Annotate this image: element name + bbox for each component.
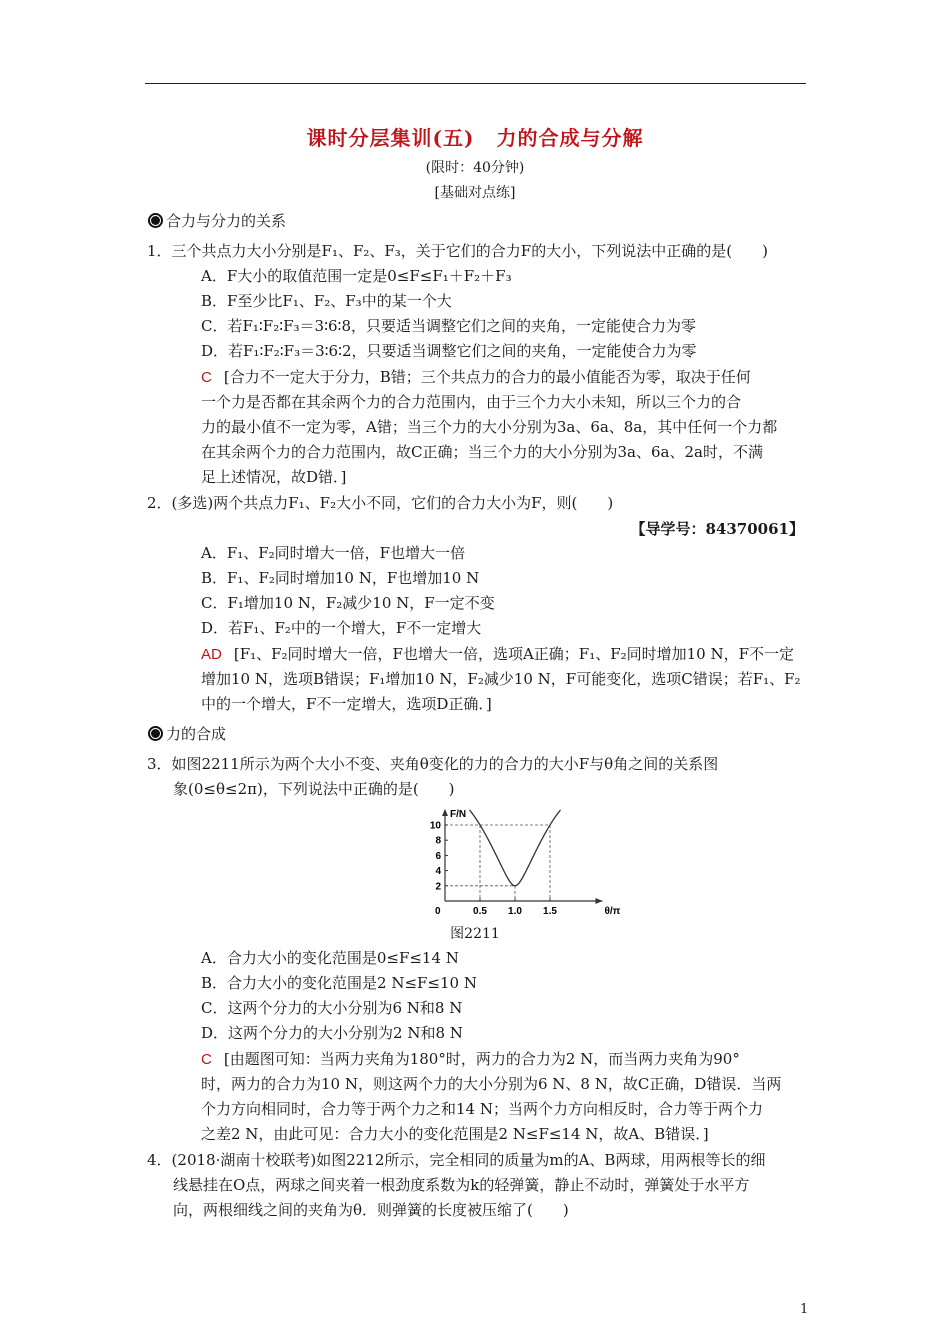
time-limit: (限时：40分钟) [425, 160, 525, 176]
q3-stem-0: 3．如图2211所示为两个大小不变、夹角θ变化的力的合力的大小F与θ角之间的关系图 [147, 755, 719, 773]
q3-option-d: D．这两个分力的大小分别为2 N和8 N [201, 1024, 463, 1042]
section-heading-text: 力的合成 [166, 725, 227, 743]
q2-ref-number: 【导学号：84370061】 [630, 520, 804, 538]
q3-answer: C [201, 1051, 212, 1068]
chart-guides [445, 825, 550, 901]
section-tag: [基础对点练] [434, 185, 516, 201]
page-number: 1 [800, 1302, 809, 1317]
chart-axes [442, 809, 603, 904]
q1-option-b: B．F至少比F₁、F₂、F₃中的某一个大 [201, 292, 452, 310]
y-tick-label: 6 [435, 850, 441, 862]
bullet-icon [148, 213, 163, 228]
x-tick-label: 0.5 [473, 906, 487, 917]
q2-option-a: A．F₁、F₂同时增大一倍，F也增大一倍 [201, 544, 466, 562]
q2-explanation-line [201, 644, 794, 665]
header-rule [145, 83, 806, 84]
x-tick-label: 1.5 [543, 906, 557, 917]
q1-expl-0: [合力不一定大于分力，B错；三个共点力的合力的最小值能否为零，取决于任何 [223, 368, 751, 386]
q2-answer: AD [201, 646, 222, 663]
x-tick-label: 1.0 [508, 906, 522, 917]
q4-stem-0: 4．(2018·湖南十校联考)如图2212所示，完全相同的质量为m的A、B两球，用两根等长的细 [147, 1151, 766, 1169]
q3-figure-caption: 图2211 [450, 926, 500, 942]
q1-answer: C [201, 369, 212, 386]
chart-series-line [470, 810, 561, 886]
section-heading-2 [148, 723, 226, 744]
y-axis-arrow [442, 809, 448, 816]
y-tick-label: 10 [429, 820, 441, 832]
q4-stem-2: 向，两根细线之间的夹角为θ．则弹簧的长度被压缩了( ) [173, 1201, 569, 1219]
q3-option-b: B．合力大小的变化范围是2 N≤F≤10 N [201, 974, 477, 992]
q1-expl-1: 一个力是否都在其余两个力的合力范围内，由于三个力大小未知，所以三个力的合 [201, 393, 742, 411]
q3-option-c: C．这两个分力的大小分别为6 N和8 N [201, 999, 463, 1017]
bullet-icon [148, 726, 163, 741]
q3-stem-1: 象(0≤θ≤2π)，下列说法中正确的是( ) [173, 780, 455, 798]
q2-expl-2: 中的一个增大，F不一定增大，选项D正确．] [201, 695, 492, 713]
q3-expl-3: 之差2 N，由此可见：合力大小的变化范围是2 N≤F≤14 N，故A、B错误．] [201, 1125, 709, 1143]
y-tick-label: 4 [435, 866, 441, 878]
q1-option-c: C．若F₁∶F₂∶F₃＝3∶6∶8，只要适当调整它们之间的夹角，一定能使合力为零 [201, 317, 696, 335]
q1-expl-3: 在其余两个力的合力范围内，故C正确；当三个力的大小分别为3a、6a、2a时，不满 [201, 443, 763, 461]
q1-expl-4: 足上述情况，故D错．] [201, 468, 347, 486]
q2-option-d: D．若F₁、F₂中的一个增大，F不一定增大 [201, 619, 482, 637]
q4-stem-1: 线悬挂在O点，两球之间夹着一根劲度系数为k的轻弹簧，静止不动时，弹簧处于水平方 [173, 1176, 750, 1194]
q3-expl-2: 个力方向相同时，合力等于两个力之和14 N；当两个力方向相反时，合力等于两个力 [201, 1100, 763, 1118]
q2-expl-1: 增加10 N，选项B错误；F₁增加10 N，F₂减少10 N，F可能变化，选项C错误；若F₁、F₂ [201, 670, 801, 688]
title-part2: 力的合成与分解 [496, 126, 644, 150]
q1-option-a: A．F大小的取值范围一定是0≤F≤F₁＋F₂＋F₃ [201, 267, 512, 285]
x-axis-label: θ/π [604, 906, 621, 917]
chart-ticks [430, 821, 558, 918]
q2-option-c: C．F₁增加10 N，F₂减少10 N，F一定不变 [201, 594, 495, 612]
q2-stem: 2．(多选)两个共点力F₁、F₂大小不同，它们的合力大小为F，则( ) [147, 494, 614, 512]
q3-explanation-line [201, 1049, 740, 1070]
y-tick-label: 8 [435, 835, 441, 847]
title-part1: 课时分层集训(五) [306, 126, 475, 150]
q3-option-a: A．合力大小的变化范围是0≤F≤14 N [201, 949, 459, 967]
q1-stem: 1．三个共点力大小分别是F₁、F₂、F₃，关于它们的合力F的大小，下列说法中正确的是( ) [147, 242, 768, 260]
page-title [0, 122, 950, 151]
q2-option-b: B．F₁、F₂同时增加10 N，F也增加10 N [201, 569, 480, 587]
section-heading-text: 合力与分力的关系 [166, 212, 287, 230]
x-axis-arrow [596, 898, 603, 904]
y-tick-label: 2 [435, 881, 441, 893]
y-axis-label: F/N [450, 809, 467, 820]
origin-label: 0 [435, 906, 441, 917]
q1-explanation-line [201, 367, 751, 388]
f-theta-chart [415, 808, 621, 918]
q2-expl-0: [F₁、F₂同时增大一倍，F也增大一倍，选项A正确；F₁、F₂同时增加10 N，F不一定 [233, 645, 795, 663]
q1-expl-2: 力的最小值不一定为零，A错；当三个力的大小分别为3a、6a、8a，其中任何一个力都 [201, 418, 778, 436]
q1-option-d: D．若F₁∶F₂∶F₃＝3∶6∶2，只要适当调整它们之间的夹角，一定能使合力为零 [201, 342, 697, 360]
q3-expl-1: 时，两力的合力为10 N，则这两个力的大小分别为6 N、8 N，故C正确，D错误．当两 [201, 1075, 782, 1093]
q3-expl-0: [由题图可知：当两力夹角为180°时，两力的合力为2 N，而当两力夹角为90° [223, 1050, 740, 1068]
section-heading-1 [148, 210, 286, 231]
